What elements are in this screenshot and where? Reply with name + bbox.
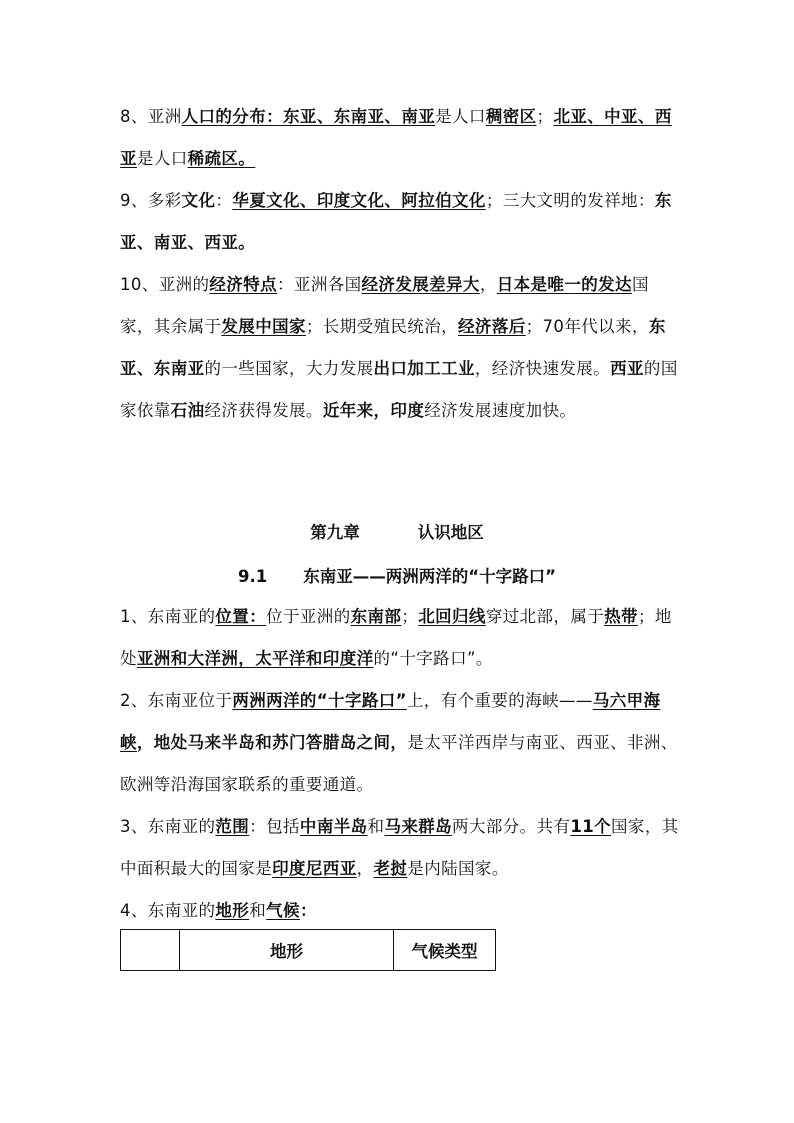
table-header-cell: 地形 <box>180 930 394 971</box>
text: ： <box>299 901 317 920</box>
key-term: 东亚、南亚、西亚。 <box>120 191 672 252</box>
section-paragraph-2 <box>120 680 680 806</box>
text: 上，有个重要的海峡—— <box>406 691 593 710</box>
text: 是人口 <box>136 149 188 168</box>
text: ； <box>401 607 419 626</box>
key-term: 出口加工工业 <box>373 359 475 378</box>
text: 4、东南亚的 <box>120 901 216 920</box>
key-term: 稀疏区。 <box>187 149 256 168</box>
text: 8、亚洲 <box>120 107 182 126</box>
key-term: 两洲两洋的“十字路口” <box>232 691 407 710</box>
terrain-climate-table <box>120 929 496 971</box>
text: ：包括 <box>249 817 300 836</box>
key-term: 稠密区 <box>485 107 537 126</box>
text: 位于亚洲的 <box>266 607 351 626</box>
section-heading <box>0 562 794 592</box>
key-term: 华夏文化、印度文化、阿拉伯文化 <box>232 191 486 210</box>
key-term: 气候 <box>266 901 300 920</box>
key-term: 位置： <box>215 607 267 626</box>
key-term: 人口的分布： <box>181 107 284 126</box>
text: 是人口 <box>435 107 486 126</box>
text: 的一些国家，大力发展 <box>204 359 374 378</box>
key-term: 11个 <box>570 817 612 836</box>
key-term: 经济发展差异大 <box>361 275 480 294</box>
text: 是太平洋西岸与南亚、西亚、非洲、欧洲等沿海国家联系的重要通道。 <box>120 733 678 794</box>
section-paragraph-4 <box>120 890 680 932</box>
key-term: 范围 <box>215 817 250 836</box>
section-title: 东南亚——两洲两洋的“十字路口” <box>303 567 556 586</box>
key-term: 近年来，印度 <box>322 401 425 420</box>
text: 是内陆国家。 <box>407 859 509 878</box>
key-term: 北回归线 <box>418 607 486 626</box>
text: ； <box>536 107 554 126</box>
text: 2、东南亚位于 <box>120 691 233 710</box>
key-term: 文化 <box>181 191 216 210</box>
section-paragraph-3 <box>120 806 680 890</box>
key-term: 经济特点 <box>209 275 278 294</box>
chapter-label: 第九章 <box>310 523 360 542</box>
key-term: ，地处马来半岛和苏门答腊岛之间， <box>136 733 408 752</box>
key-term: 北亚、中亚、西亚 <box>120 107 672 168</box>
key-term: 东亚、东南亚 <box>120 317 666 378</box>
key-term: 老挝 <box>373 859 408 878</box>
text: 经济发展速度加快。 <box>424 401 577 420</box>
table-header-cell <box>121 930 180 971</box>
text: 经济获得发展。 <box>204 401 323 420</box>
key-term: 中南半岛 <box>299 817 368 836</box>
text: 两大部分。共有 <box>452 817 571 836</box>
key-term: 日本是唯一的发达 <box>496 275 632 294</box>
key-term: 印度尼西亚 <box>272 859 357 878</box>
section-number: 9.1 <box>238 567 268 586</box>
key-term: 亚洲和大洋洲，太平洋和印度洋 <box>136 649 374 668</box>
key-term: 地形 <box>215 901 250 920</box>
text: ：亚洲各国 <box>277 275 362 294</box>
chapter-heading <box>0 518 794 548</box>
text: 的“十字路口”。 <box>373 649 493 668</box>
key-term: 东南部 <box>350 607 402 626</box>
text: ；70年代以来， <box>525 317 649 336</box>
key-term: 马来群岛 <box>384 817 453 836</box>
text: 9、多彩 <box>120 191 182 210</box>
paragraph-8 <box>120 96 680 180</box>
text: ， <box>356 859 374 878</box>
section-paragraph-1 <box>120 596 680 680</box>
key-term: 热带 <box>604 607 638 626</box>
text: ；三大文明的发祥地： <box>485 191 655 210</box>
text: ，经济快速发展。 <box>474 359 611 378</box>
text: ： <box>215 191 233 210</box>
key-term: 石油 <box>170 401 205 420</box>
text: ；地处 <box>120 607 672 668</box>
text: 的国家依靠 <box>120 359 678 420</box>
table-header-cell: 气候类型 <box>394 930 496 971</box>
text: 国家，其余属于 <box>120 275 649 336</box>
key-term: 东亚、东南亚、南亚 <box>283 107 436 126</box>
text: 穿过北部，属于 <box>485 607 605 626</box>
key-term: 马六甲海峡 <box>120 691 661 752</box>
text: 和 <box>249 901 267 920</box>
text: 和 <box>367 817 385 836</box>
paragraph-9 <box>120 180 680 264</box>
text: 国家，其中面积最大的国家是 <box>120 817 679 878</box>
paragraph-10 <box>120 264 680 432</box>
key-term: 发展中国家 <box>221 317 306 336</box>
text: ， <box>479 275 497 294</box>
chapter-title: 认识地区 <box>417 523 484 542</box>
key-term: 西亚 <box>610 359 644 378</box>
key-term: 经济落后 <box>458 317 526 336</box>
text: ；长期受殖民统治， <box>305 317 459 336</box>
table-header-row <box>121 930 496 971</box>
text: 10、亚洲的 <box>120 275 210 294</box>
text: 1、东南亚的 <box>120 607 216 626</box>
text: 3、东南亚的 <box>120 817 216 836</box>
